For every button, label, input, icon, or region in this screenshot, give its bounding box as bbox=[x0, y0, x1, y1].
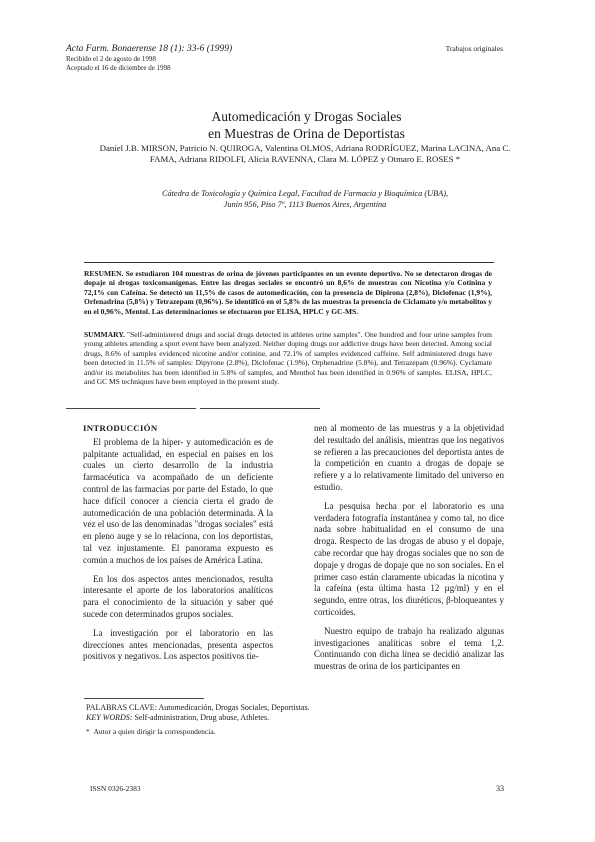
affiliation-line-2: Junín 956, Piso 7º, 1113 Buenos Aires, Argentina bbox=[223, 199, 387, 209]
keywords-en-label: KEY WORDS: bbox=[86, 713, 133, 723]
right-column bbox=[314, 423, 504, 673]
affiliation-line-1: Cátedra de Toxicología y Química Legal, Facultad de Farmacia y Bioquímica (UBA), bbox=[161, 189, 449, 198]
summary-text: "Self-administered drugs and social drugs detected in athletes urine samples". One hundred and four urine samples from young athletes attending a sport event have been analyzed. Neither doping drugs nor addictive drugs have been detected. Among social drugs, 8.6% of samples evidenced nicotine and/or cotinine, and 72.1% of samples evidenced caffeine. Self administered drugs have been detected in 11.5% of samples: Dipyrone (2.8%), Diclofenac (1.9%), Orphenadrine (5.8%), and Tetrazepam (0.96%). Cyclamate and/or its metabolites has been identified in 5.8% of samples, and Menthol has been identified in 0.96% of samples. ELISA, HPLC, and GC MS techniques have been employed in the present study. bbox=[84, 330, 492, 387]
issn: ISSN 0326-2383 bbox=[90, 784, 141, 793]
affiliation bbox=[90, 189, 520, 211]
resumen-block bbox=[84, 269, 492, 316]
author-list: Daniel J.B. MIRSON, Patricio N. QUIROGA, Valentina OLMOS, Adriana RODRÍGUEZ, Marina LACINA, Ana C. FAMA, Adriana RIDOLFI, Alicia RAVENNA, Clara M. LÓPEZ y Otmaro E. ROSES * bbox=[99, 143, 511, 165]
intro-paragraph-3: La investigación por el laboratorio en las direcciones antes mencionadas, presenta aspectos positivos y negativos. Los aspectos positivos tie- bbox=[83, 627, 273, 662]
title-line-1: Automedicación y Drogas Sociales bbox=[211, 109, 402, 124]
keywords-es bbox=[86, 703, 506, 713]
journal-citation: Acta Farm. Bonaerense 18 (1): 33-6 (1999) bbox=[66, 44, 233, 54]
page-number: 33 bbox=[496, 784, 504, 793]
intro-paragraph-1: El problema de la hiper- y automedicación es de palpitante actualidad, en especial en países en los cuales un cierto desarrollo de la industria farmacéutica va acompañado de un deficiente control de las farmacias por parte del Estado, lo que hace difícil conocer a ciencia cierta el grado de automedicación de una población determinada. A la vez el uso de las denominadas "drogas sociales" está en pleno auge y se lo relaciona, con los deportistas, tal vez injustamente. El panorama expuesto es común a muchos de los países de América Latina. bbox=[83, 436, 273, 565]
received-date: Recibido el 2 de agosto de 1998 bbox=[66, 55, 156, 63]
section-heading-introduccion: INTRODUCCIÓN bbox=[83, 423, 158, 433]
abstract-bottom-rule-left bbox=[66, 408, 196, 409]
footnote-mark: * bbox=[86, 727, 90, 736]
section-type: Trabajos originales bbox=[445, 44, 503, 53]
article-title bbox=[0, 109, 595, 142]
abstract-bottom-rule-right bbox=[200, 408, 320, 409]
title-line-2: en Muestras de Orina de Deportistas bbox=[208, 125, 405, 141]
right-paragraph-1: nen al momento de las muestras y a la objetividad del resultado del análisis, mientras que los negativos se refieren a las precauciones del deportista antes de la competición en cuanto a drogas de dopaje se refiere y a lo relativamente limitado del universo en estudio. bbox=[314, 423, 504, 492]
abstract-top-rule bbox=[84, 262, 494, 263]
keywords-block bbox=[86, 703, 506, 723]
keywords-rule bbox=[84, 698, 204, 699]
keywords-en bbox=[86, 713, 506, 723]
summary-label: SUMMARY. bbox=[84, 330, 125, 339]
footnote-text: Autor a quien dirigir la correspondencia. bbox=[93, 727, 216, 736]
summary-block bbox=[84, 330, 492, 386]
keywords-es-label: PALABRAS CLAVE: bbox=[86, 703, 157, 712]
accepted-date: Aceptado el 16 de diciembre de 1998 bbox=[66, 64, 171, 72]
keywords-en-text: Self-administration, Drug abuse, Athletes. bbox=[132, 713, 270, 723]
resumen-text: Se estudiaron 104 muestras de orina de jóvenes participantes en un evento deportivo. No se detectaron drogas de dopaje ni drogas toxicomanígenas. Entre las drogas sociales se encontró un 8,6% de muestras con Nicotina y/o Cotinina y 72,1% con Cafeína. Se detectó un 11,5% de casos de automedicación, con la presencia de Dipirona (2,8%), Diclofenac (1,9%), Orfenadrina (5,8%) y Tetrazepam (0,96%). Se identificó en el 5,8% de las muestras la presencia de Ciclamato y/o metabolitos y en el 0,96%, Mentol. Las determinaciones se efectuaron por ELISA, HPLC y GC-MS. bbox=[84, 269, 492, 316]
resumen-label: RESUMEN. bbox=[84, 269, 124, 278]
right-paragraph-2: La pesquisa hecha por el laboratorio es una verdadera fotografía instantánea y como tal, no dice nada sobre habitualidad en el consumo de una droga. Respecto de las drogas de abuso y el dopaje, cabe recordar que hay drogas sociales que no son de dopaje y drogas de dopaje que no son sociales. En el primer caso están claramente ubicadas la nicotina y la cafeína (esta última hasta 12 µg/ml) y en el segundo, entre otras, los diuréticos, β-bloqueantes y corticoides. bbox=[314, 500, 504, 617]
keywords-es-text: Automedicación, Drogas Sociales, Deportistas. bbox=[156, 703, 310, 712]
intro-paragraph-2: En los dos aspectos antes mencionados, resulta interesante el aporte de los laboratorios analíticos para el conocimiento de la situación y saber qué sucede con determinados grupos sociales. bbox=[83, 573, 273, 619]
right-paragraph-3: Nuestro equipo de trabajo ha realizado algunas investigaciones analíticas sobre el tema 1,2. Continuando con dicha línea se decidió analizar las muestras de orina de los participantes en bbox=[314, 625, 504, 672]
corresponding-author-footnote bbox=[86, 727, 486, 737]
left-column bbox=[83, 423, 273, 663]
